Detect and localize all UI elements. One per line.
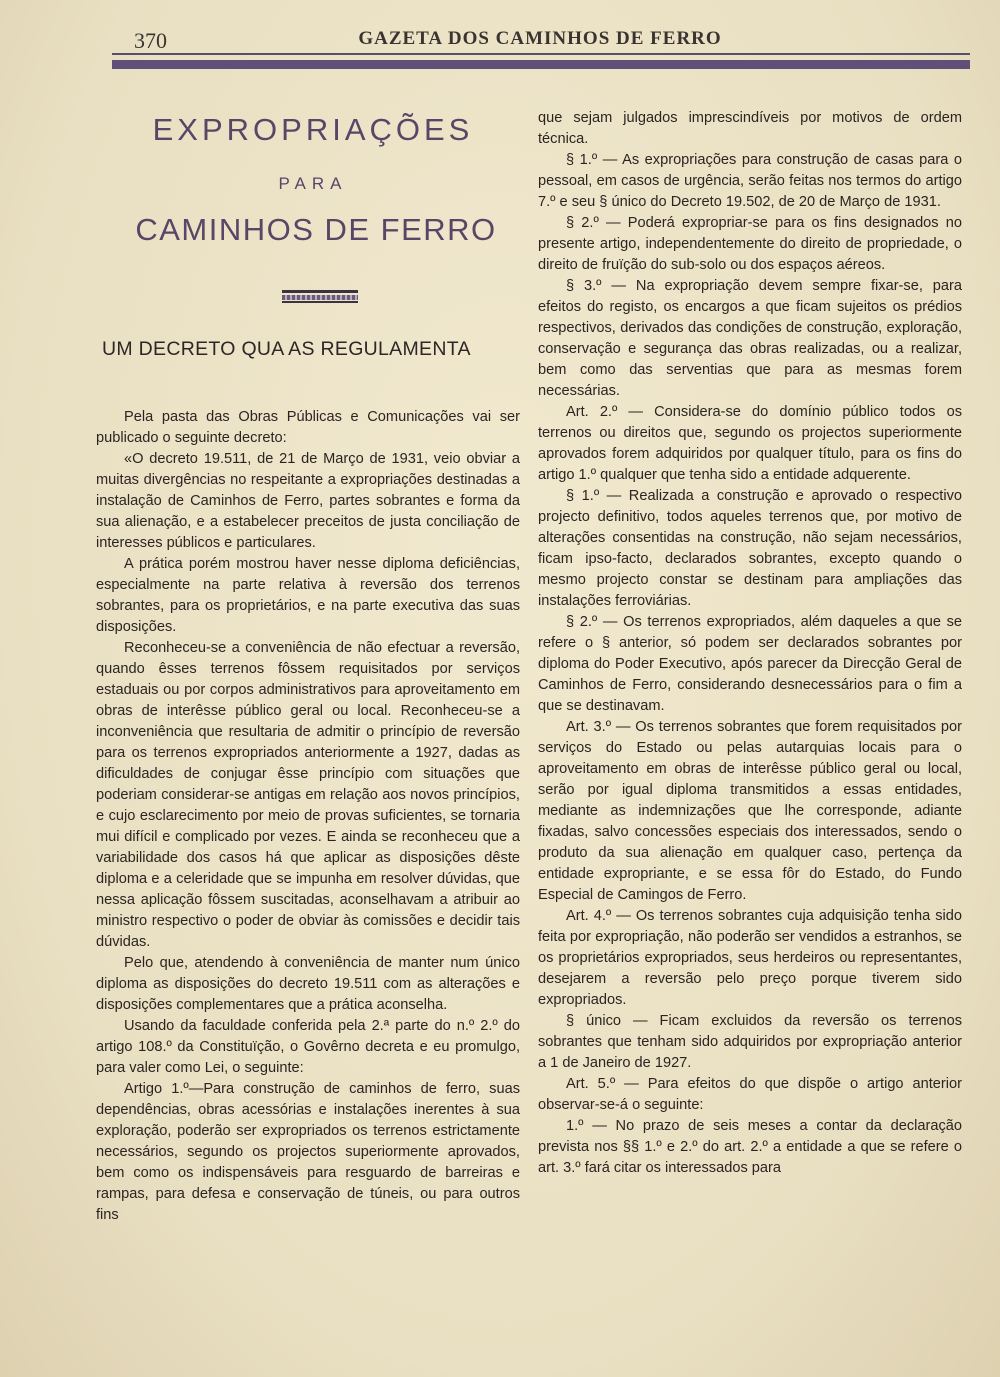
paragraph: que sejam julgados imprescindíveis por motivos de ordem técnica. — [538, 110, 962, 147]
left-column — [96, 100, 520, 1226]
header-rule-thick — [112, 60, 970, 69]
page-header — [110, 24, 970, 54]
right-column-text — [538, 108, 962, 1179]
left-column-text — [96, 407, 520, 1226]
paragraph: Artigo 1.º—Para construção de caminhos de ferro, suas dependências, obras acessórias e instalações inerentes à sua exploração, poderão ser expropriados os terrenos estrictamente necessários, segundo os projectos superiormente aprovados, bem como os indispensáveis para resguardo de barreiras e rampas, para defesa e conservação de túneis, ou para outros fins — [96, 1081, 520, 1223]
paragraph: § 1.º — Realizada a construção e aprovado o respectivo projecto definitivo, todos aqueles terrenos que, por motivo de alterações consentidas na construção, não sejam necessários, ficam ipso-facto, declarados sobrantes, excepto quando o mesmo projecto constar se destinam para ampliações das instalações ferroviárias. — [538, 488, 962, 609]
paragraph: § único — Ficam excluidos da reversão os terrenos sobrantes que tenham sido adquiridos por expropriação anterior a 1 de Janeiro de 1927. — [538, 1013, 962, 1071]
paragraph: § 1.º — As expropriações para construção de casas para o pessoal, em casos de urgência, serão feitas nos termos do artigo 7.º e seu § único do Decreto 19.502, de 20 de Março de 1931. — [538, 152, 962, 210]
paragraph: Pela pasta das Obras Públicas e Comunicações vai ser publicado o seguinte decreto: — [96, 409, 520, 446]
header-rule-thin — [112, 53, 970, 55]
paragraph: Art. 5.º — Para efeitos do que dispõe o artigo anterior observar-se-á o seguinte: — [538, 1076, 962, 1113]
paragraph: Art. 4.º — Os terrenos sobrantes cuja adquisição tenha sido feita por expropriação, não poderão ser vendidos a estranhos, se os proprietários expropriados, seus herdeiros ou representantes, desejarem a reversão pelo preço porque tiverem sido expropriados. — [538, 908, 962, 1008]
paragraph: Reconheceu-se a conveniência de não efectuar a reversão, quando êsses terrenos fôssem requisitados por serviços estaduais ou por corpos administrativos para aproveitamento em obras de interêsse público geral ou local. Reconheceu-se a inconveniência que resultaria de admitir o princípio de reversão para os terrenos expropriados anteriormente a 1927, dadas as dificuldades de conjugar êsse princípio com situações que poderiam considerar-se antigas em relação aos novos princípios, e cujo esclarecimento por meio de provas suficientes, se tornaria mui difícil e complicado por vezes. E ainda se reconheceu que a variabilidade dos casos há que aplicar as disposições dêste diploma e a celeridade que se impunha em resolver dúvidas, que nessa aplicação fôssem suscitadas, aconselhavam a atribuir ao ministro respectivo o poder de obviar às comissões e decidir tais dúvidas. — [96, 640, 520, 950]
paragraph: § 3.º — Na expropriação devem sempre fixar-se, para efeitos do registo, os encargos a que ficam sujeitos os prédios respectivos, derivados das condições de construção, exploração, conservação e segurança das obras realizadas, ou a realizar, bem como das serventias que para as mesmas forem necessárias. — [538, 278, 962, 399]
article-title: EXPROPRIAÇÕES — [152, 112, 474, 147]
paragraph: Art. 2.º — Considera-se do domínio público todos os terrenos ou direitos que, segundo os projectos superiormente aprovados forem adquiridos por qualquer título, para os fins do artigo 1.º qualquer que tenha sido a entidade adquerente. — [538, 404, 962, 483]
page-number: 370 — [134, 28, 167, 53]
right-column — [538, 108, 962, 1179]
title-ornament — [282, 290, 358, 302]
article-title-secondary: CAMINHOS DE FERRO — [135, 212, 497, 247]
article-subtitle: UM DECRETO QUA AS REGULAMENTA — [102, 338, 471, 360]
paragraph: § 2.º — Poderá expropriar-se para os fins designados no presente artigo, independentemente do direito de propriedade, o direito de fruïção do sub-solo ou dos espaços aéreos. — [538, 215, 962, 273]
journal-title: GAZETA DOS CAMINHOS DE FERRO — [358, 28, 722, 49]
paragraph: «O decreto 19.511, de 21 de Março de 1931, veio obviar a muitas divergências no respeitante a expropriações destinadas a instalação de Caminhos de Ferro, partes sobrantes e forma da sua alienação, e a estabelecer preceitos de justa conciliação de interesses públicos e particulares. — [96, 451, 520, 551]
paragraph: Pelo que, atendendo à conveniência de manter num único diploma as disposições do decreto 19.511 com as alterações e disposições complementares que a prática aconselha. — [96, 955, 520, 1013]
article-title-connector: PARA — [278, 174, 348, 193]
paragraph: Art. 3.º — Os terrenos sobrantes que forem requisitados por serviços do Estado ou pelas autarquias locais para o aproveitamento em obras de interêsse público geral ou local, serão por igual diploma transmitidos a essas entidades, mediante as indemnizações que lhe corresponde, adiante fixadas, salvo concessões especiais dos interessados, sendo o produto da sua alienação em qualquer caso, pertença da entidade expropriante, e se essa fôr do Estado, do Fundo Especial de Camingos de Ferro. — [538, 719, 962, 903]
paragraph: A prática porém mostrou haver nesse diploma deficiências, especialmente na parte relativa à reversão dos terrenos sobrantes, para os proprietários, e na parte executiva das suas disposições. — [96, 556, 520, 635]
paragraph: 1.º — No prazo de seis meses a contar da declaração prevista nos §§ 1.º e 2.º do art. 2.º a entidade a que se refere o art. 3.º fará citar os interessados para — [538, 1118, 962, 1176]
paragraph: § 2.º — Os terrenos expropriados, além daqueles a que se refere o § anterior, só podem ser declarados sobrantes por diploma do Poder Executivo, após parecer da Direcção Geral de Caminhos de Ferro, considerando desnecessários para o fim a que se destinavam. — [538, 614, 962, 714]
paragraph: Usando da faculdade conferida pela 2.ª parte do n.º 2.º do artigo 108.º da Constituïção, o Govêrno decreta e eu promulgo, para valer como Lei, o seguinte: — [96, 1018, 520, 1076]
